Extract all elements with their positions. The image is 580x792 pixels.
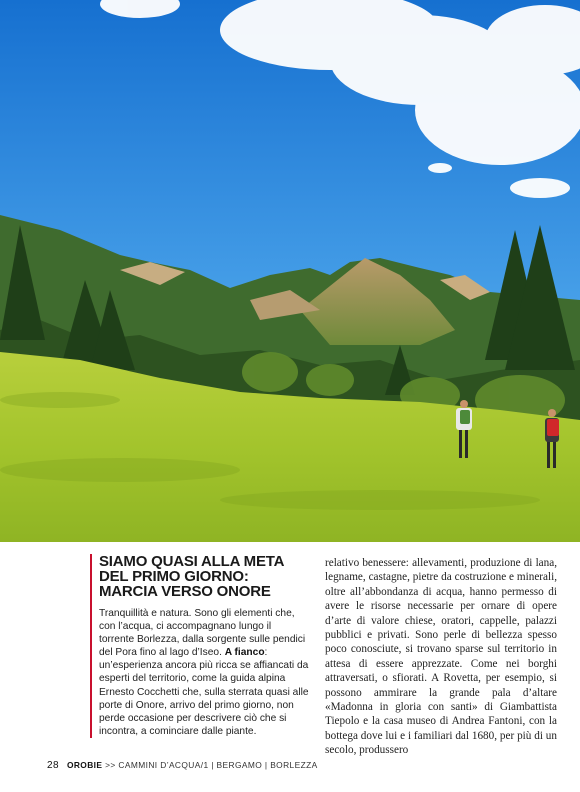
body-paragraph: relativo benessere: allevamenti, produzione di lana, legname, castagne, pietre da costruzione e minerali, oltre all’abbondanza di acqua, hanno permesso di avere le risorse necessarie per ornare di opere d’arte di valore chiese, oratori, cappelle, palazzi pubblici e privati. Sono perle di bellezza spesso poco conosciute, si trovano sparse sul territorio in attesa di essere apprezzate. Come nei borghi attraversati, o sfiorati. A Rovetta, per esempio, si possono ammirare la grande pala d’altare «Madonna in gloria con santi» di Giambattista Tiepolo e la casa museo di Andrea Fantoni, con la bottega dove lui e i familiari dal 1680, per più di un secolo, produssero <box>325 557 557 757</box>
caption-bold: A fianco <box>224 647 265 659</box>
caption-text <box>99 607 309 738</box>
footer-section: >> CAMMINI D’ACQUA/1 | BERGAMO | BORLEZZA <box>102 760 318 770</box>
caption-part: Tranquillità e natura. Sono gli elementi che, con l’acqua, ci accompagnano lungo il torrente Borlezza, dalla sorgente sulle pendici del Pora fino al lago d’Iseo. <box>99 608 306 659</box>
headline-line: DEL PRIMO GIORNO: <box>99 568 249 585</box>
headline-line: SIAMO QUASI ALLA META <box>99 553 285 570</box>
page-footer <box>47 760 318 771</box>
photo-caption <box>90 554 309 738</box>
magazine-name: OROBIE <box>66 760 103 770</box>
headline-line: MARCIA VERSO ONORE <box>99 583 271 600</box>
caption-part: : un’esperienza ancora più ricca se affiancati da esperti del territorio, come la guida alpina Ernesto Cocchetti che, sulla sterrata quasi alle porte di Onore, arrivo del primo giorno, non perde occasione per descrivere ciò che si incontra, a cominciare dalle piante. <box>99 647 309 737</box>
section-headline <box>99 554 309 599</box>
article-body-column <box>325 556 557 758</box>
page-number: 28 <box>47 760 59 771</box>
